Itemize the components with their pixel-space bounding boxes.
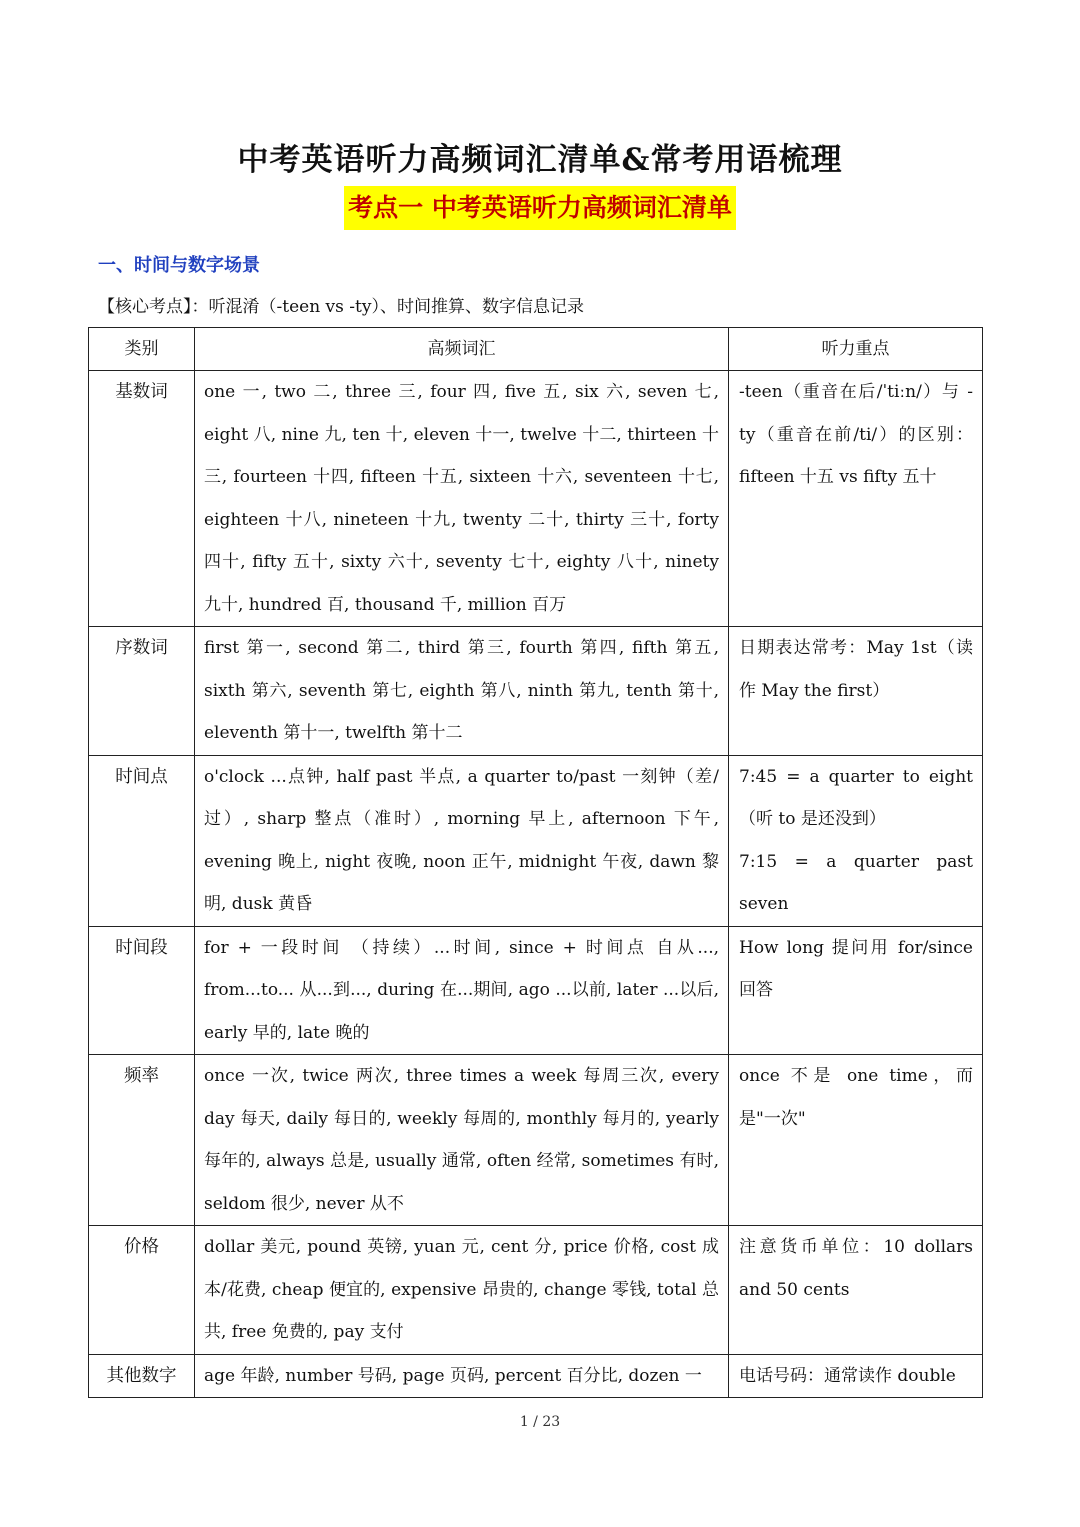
focus-line-2: 7:15 = a quarter past seven <box>739 851 973 914</box>
row-words: for + 一段时间 （持续）...时间, since + 时间点 自从..., from...to... 从...到..., during 在...期间, ago ...以前, later ...以后, early 早的, late 晚的 <box>195 926 729 1055</box>
table-row <box>89 1226 983 1355</box>
header-category: 类别 <box>89 328 195 371</box>
row-category: 价格 <box>89 1226 195 1355</box>
page-number: 1 / 23 <box>519 1414 561 1430</box>
focus-line-1: 7:45 = a quarter to eight（听 to 是还没到） <box>739 766 973 829</box>
row-focus: 日期表达常考：May 1st（读作 May the first） <box>729 627 983 756</box>
section-heading: 一、时间与数字场景 <box>98 255 260 276</box>
core-points: 【核心考点】：听混淆（-teen vs -ty）、时间推算、数字信息记录 <box>98 297 584 317</box>
row-focus <box>729 755 983 926</box>
row-category: 时间点 <box>89 755 195 926</box>
row-category: 时间段 <box>89 926 195 1055</box>
row-focus: How long 提问用 for/since 回答 <box>729 926 983 1055</box>
row-words: o'clock ...点钟, half past 半点, a quarter to/past 一刻钟（差/过）, sharp 整点（准时）, morning 早上, afternoon 下午, evening 晚上, night 夜晚, noon 正午, midnight 午夜, dawn 黎明, dusk 黄昏 <box>195 755 729 926</box>
row-category: 基数词 <box>89 371 195 627</box>
row-words: one 一, two 二, three 三, four 四, five 五, six 六, seven 七, eight 八, nine 九, ten 十, eleven 十一, twelve 十二, thirteen 十三, fourteen 十四, fifteen 十五, sixteen 十六, seventeen 十七, eighteen 十八, nineteen 十九, twenty 二十, thirty 三十, forty 四十, fifty 五十, sixty 六十, seventy 七十, eighty 八十, ninety 九十, hundred 百, thousand 千, million 百万 <box>195 371 729 627</box>
table-row <box>89 926 983 1055</box>
subtitle-container <box>0 186 1080 230</box>
table-header-row <box>89 328 983 371</box>
row-category: 频率 <box>89 1055 195 1226</box>
row-words: once 一次, twice 两次, three times a week 每周三次, every day 每天, daily 每日的, weekly 每周的, monthly 每月的, yearly 每年的, always 总是, usually 通常, often 经常, sometimes 有时, seldom 很少, never 从不 <box>195 1055 729 1226</box>
row-focus: 电话号码：通常读作 double <box>729 1354 983 1398</box>
row-words: first 第一, second 第二, third 第三, fourth 第四, fifth 第五, sixth 第六, seventh 第七, eighth 第八, ninth 第九, tenth 第十, eleventh 第十一, twelfth 第十二 <box>195 627 729 756</box>
table-row <box>89 371 983 627</box>
row-category: 其他数字 <box>89 1354 195 1398</box>
row-category: 序数词 <box>89 627 195 756</box>
header-words: 高频词汇 <box>195 328 729 371</box>
row-focus: -teen（重音在后/ˈtiːn/）与 -ty（重音在前/ti/）的区别：fifteen 十五 vs fifty 五十 <box>729 371 983 627</box>
header-focus: 听力重点 <box>729 328 983 371</box>
vocabulary-table <box>88 327 983 1398</box>
table-row <box>89 627 983 756</box>
table-row <box>89 1354 983 1398</box>
row-words: age 年龄, number 号码, page 页码, percent 百分比, dozen 一 <box>195 1354 729 1398</box>
row-focus: once 不是 one time，而是"一次" <box>729 1055 983 1226</box>
document-title: 中考英语听力高频词汇清单&常考用语梳理 <box>237 142 843 178</box>
table-row <box>89 755 983 926</box>
highlighted-subtitle: 考点一 中考英语听力高频词汇清单 <box>344 186 736 230</box>
row-focus: 注意货币单位：10 dollars and 50 cents <box>729 1226 983 1355</box>
table-row <box>89 1055 983 1226</box>
row-words: dollar 美元, pound 英镑, yuan 元, cent 分, price 价格, cost 成本/花费, cheap 便宜的, expensive 昂贵的, change 零钱, total 总共, free 免费的, pay 支付 <box>195 1226 729 1355</box>
